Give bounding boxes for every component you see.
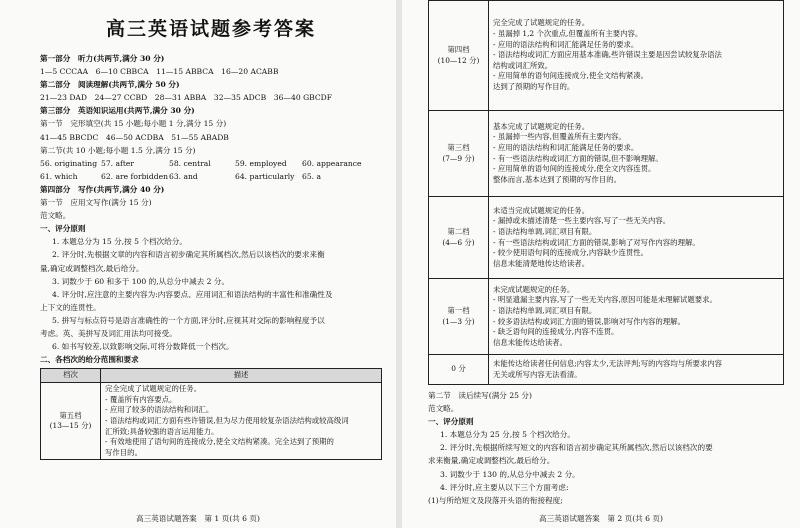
grammar-answer: 57. after (101, 158, 135, 168)
principles-heading: 一、评分原则 (40, 224, 86, 234)
table-row (429, 111, 784, 197)
description-line: 无关或所写内容无法看清。 (493, 369, 582, 379)
tier-name: 第一档 (447, 305, 470, 315)
scale-heading: 二、各档次的给分范围和要求 (40, 355, 139, 365)
principle-line: 1. 本题总分为 25 分,按 5 个档次给分。 (440, 430, 575, 440)
grammar-answer: 58. central (169, 158, 211, 168)
page-right (402, 0, 800, 528)
tier-name: 第二档 (447, 226, 470, 236)
part2-answers: 21—23 DAD 24—27 CCBD 28—31 ABBA 32—35 ADCB 36—40 GBCDF (40, 93, 333, 103)
description-line: 信息未能清楚地传达给读者。 (493, 258, 590, 268)
page-footer: 高三英语试题答案 第 1 页(共 6 页) (136, 514, 260, 523)
principle-line: 5. 拼写与标点符号是语言准确性的一个方面,评分时,应视其对交际的影响程度予以 (52, 315, 325, 325)
description-line: - 应用的语法结构和词汇能满足任务的要求。 (493, 142, 639, 152)
grammar-answer: 56. originating (40, 158, 98, 168)
principle-line: 6. 如书写较差,以致影响交际,可将分数降低一个档次。 (52, 342, 234, 352)
description-line: - 语法结构或词汇方面有些许错误,但为尽力使用较复杂语法结构或较高级词 (105, 416, 349, 426)
tier-cell (429, 355, 489, 385)
table-row (429, 279, 784, 355)
principles-heading: 一、评分原则 (428, 417, 474, 427)
grammar-answers-row (40, 170, 382, 183)
tier-name: 0 分 (451, 364, 466, 374)
description-line: 基本完成了试题规定的任务。 (493, 121, 590, 131)
tier-description (489, 197, 784, 279)
tier-description (489, 355, 784, 385)
tier-description (489, 279, 784, 355)
tier-cell (429, 279, 489, 355)
grammar-answer: 65. a (302, 171, 322, 181)
description-line: 未完成试题规定的任务。 (493, 284, 575, 294)
part3-sec1-answers: 41—45 BBCDC 46—50 ACDBA 51—55 ABADB (40, 132, 229, 142)
description-line: 信息未能传达给读者。 (493, 337, 567, 347)
tier-cell (429, 197, 489, 279)
description-line: - 应用的语法结构和词汇能满足任务的要求。 (493, 39, 639, 49)
grammar-answer: 63. and (169, 171, 198, 181)
tier-name: 第四档 (447, 44, 470, 54)
principle-line: 2. 评分时,先根据文章的内容和语言初步确定其所属档次,然后以该档次的要求来衡 (52, 250, 325, 260)
description-line: - 有效地使用了语句间的连接成分,使全文结构紧凑。完全达到了预期的 (105, 437, 334, 447)
tier-range: (1—3 分) (442, 316, 475, 326)
description-line: - 虽漏掉 1,2 个次重点,但覆盖所有主要内容。 (493, 29, 643, 39)
sample-note: 范文略。 (428, 404, 459, 414)
description-line: - 语法结构单调,词汇项目有限。 (493, 226, 597, 236)
description-line: 写作目的。 (105, 447, 142, 457)
principle-line: 4. 评分时,应注意的主要内容为:内容要点、应用词汇和语法结构的丰富性和准确性及 (52, 289, 333, 299)
page-left (0, 0, 396, 528)
description-line: 未能传达给读者任何信息;内容太少,无法评判;写的内容均与所要求内容 (493, 358, 723, 368)
grammar-answer: 60. appearance (302, 158, 362, 168)
principle-line: 4. 评分时,应主要从以下三个方面考虑: (440, 482, 569, 492)
section2-heading: 第二节 读后续写(满分 25 分) (428, 391, 532, 400)
description-line: - 覆盖所有内容要点。 (105, 394, 177, 404)
description-line: - 明显遗漏主要内容,写了一些无关内容,原因可能是未理解试题要求。 (493, 295, 717, 305)
principle-line: 考虑。英、美拼写及词汇用法均可接受。 (40, 328, 177, 338)
grammar-answer: 61. which (40, 171, 78, 181)
tier-range: (13—15 分) (49, 421, 92, 431)
part2-heading: 第二部分 阅读理解(共两节,满分 50 分) (40, 80, 180, 90)
tier-cell (41, 383, 101, 460)
description-line: - 语法结构或词汇方面应用基本准确,些许错误主要是因尝试较复杂语法 (493, 50, 722, 60)
description-line: 结构或词汇所致。 (493, 60, 553, 70)
sample-note: 范文略。 (40, 211, 71, 221)
part1-answers: 1—5 CCCAA 6—10 CBBCA 11—15 ABBCA 16—20 ACABB (40, 67, 279, 77)
principle-line: 3. 词数少于 130 的,从总分中减去 2 分。 (440, 469, 580, 479)
tier-description (489, 111, 784, 197)
principle-line: 2. 评分时,先根据所续写短文的内容和语言初步确定其所属档次,然后以该档次的要 (440, 443, 713, 453)
description-line: - 较多语法结构或词汇方面的错误,影响对写作内容的理解。 (493, 316, 685, 326)
principle-line: 求来衡量,确定或调整档次,最后给分。 (428, 456, 555, 466)
tier-name: 第五档 (59, 410, 82, 420)
principle-line: (1)与所给短文及段落开头语的衔接程度; (428, 495, 563, 505)
principle-line: 1. 本题总分为 15 分,按 5 个档次给分。 (52, 237, 187, 247)
table-row (429, 1, 784, 111)
table-row (429, 197, 784, 279)
grammar-answers-row (40, 157, 382, 170)
description-line: 未适当完成试题规定的任务。 (493, 205, 590, 215)
table-header-row (41, 369, 382, 383)
description-line: 整体而言,基本达到了预期的写作目的。 (493, 174, 621, 184)
tier-range: (4—6 分) (442, 237, 475, 247)
grammar-answer: 64. particularly (235, 171, 295, 181)
part3-sec1-heading: 第一节 完形填空(共 15 小题;每小题 1 分,满分 15 分) (40, 119, 227, 129)
description-line: - 有一些语法结构或词汇方面的错误,但不影响理解。 (493, 153, 663, 163)
principle-line: 3. 词数少于 60 和多于 100 的,从总分中减去 2 分。 (52, 276, 230, 286)
tier-cell (429, 1, 489, 111)
table-row (41, 383, 382, 460)
tier-description (101, 383, 382, 460)
description-line: - 漏掉或未描述清楚一些主要内容,写了一些无关内容。 (493, 216, 671, 226)
page-footer: 高三英语试题答案 第 2 页(共 6 页) (539, 514, 663, 523)
tier-range: (7—9 分) (442, 153, 475, 163)
description-line: 完全完成了试题规定的任务。 (105, 384, 202, 394)
grammar-answer: 59. employed (235, 158, 287, 168)
description-line: 达到了预期的写作目的。 (493, 81, 575, 91)
description-line: 完全完成了试题规定的任务。 (493, 18, 590, 28)
description-line: 汇所致;具备较强的语言运用能力。 (105, 426, 219, 436)
column-header-tier: 档次 (41, 369, 101, 383)
description-line: - 有一些语法结构或词汇方面的错误,影响了对写作内容的理解。 (493, 237, 700, 247)
part4-heading: 第四部分 写作(共两节,满分 40 分) (40, 184, 165, 194)
tier-cell (429, 111, 489, 197)
description-line: - 虽漏掉一些内容,但覆盖所有主要内容。 (493, 132, 626, 142)
part1-heading: 第一部分 听力(共两节,满分 30 分) (40, 54, 165, 63)
tier-description (489, 1, 784, 111)
part3-sec2-heading: 第二节(共 10 小题;每小题 1.5 分,满分 15 分) (40, 145, 196, 155)
description-line: - 缺乏语句间的连接成分,内容不连贯。 (493, 327, 619, 337)
part4-sec1-heading: 第一节 应用文写作(满分 15 分) (40, 198, 152, 208)
grammar-answer: 62. are forbidden (101, 171, 168, 181)
description-line: - 应用了较多的语法结构和词汇。 (105, 405, 214, 415)
scoring-table-continued (428, 0, 784, 385)
principle-line: 上下文的连贯性。 (40, 302, 101, 312)
description-line: - 较少使用语句间的连接成分,内容缺少连贯性。 (493, 248, 649, 258)
tier-name: 第三档 (447, 142, 470, 152)
column-header-description: 描述 (101, 369, 382, 383)
scoring-table (40, 368, 382, 460)
description-line: - 应用简单的语句间的连接成分,使全文内容连贯。 (493, 164, 656, 174)
part3-heading: 第三部分 英语知识运用(共两节,满分 30 分) (40, 106, 195, 116)
document-title: 高三英语试题参考答案 (105, 18, 316, 40)
table-row (429, 355, 784, 385)
principle-line: 量,确定或调整档次,最后给分。 (40, 263, 144, 273)
description-line: - 语法结构单调,词汇项目有限。 (493, 305, 597, 315)
description-line: - 应用简单的语句间连接成分,使全文结构紧凑。 (493, 71, 649, 81)
tier-range: (10—12 分) (437, 55, 480, 65)
